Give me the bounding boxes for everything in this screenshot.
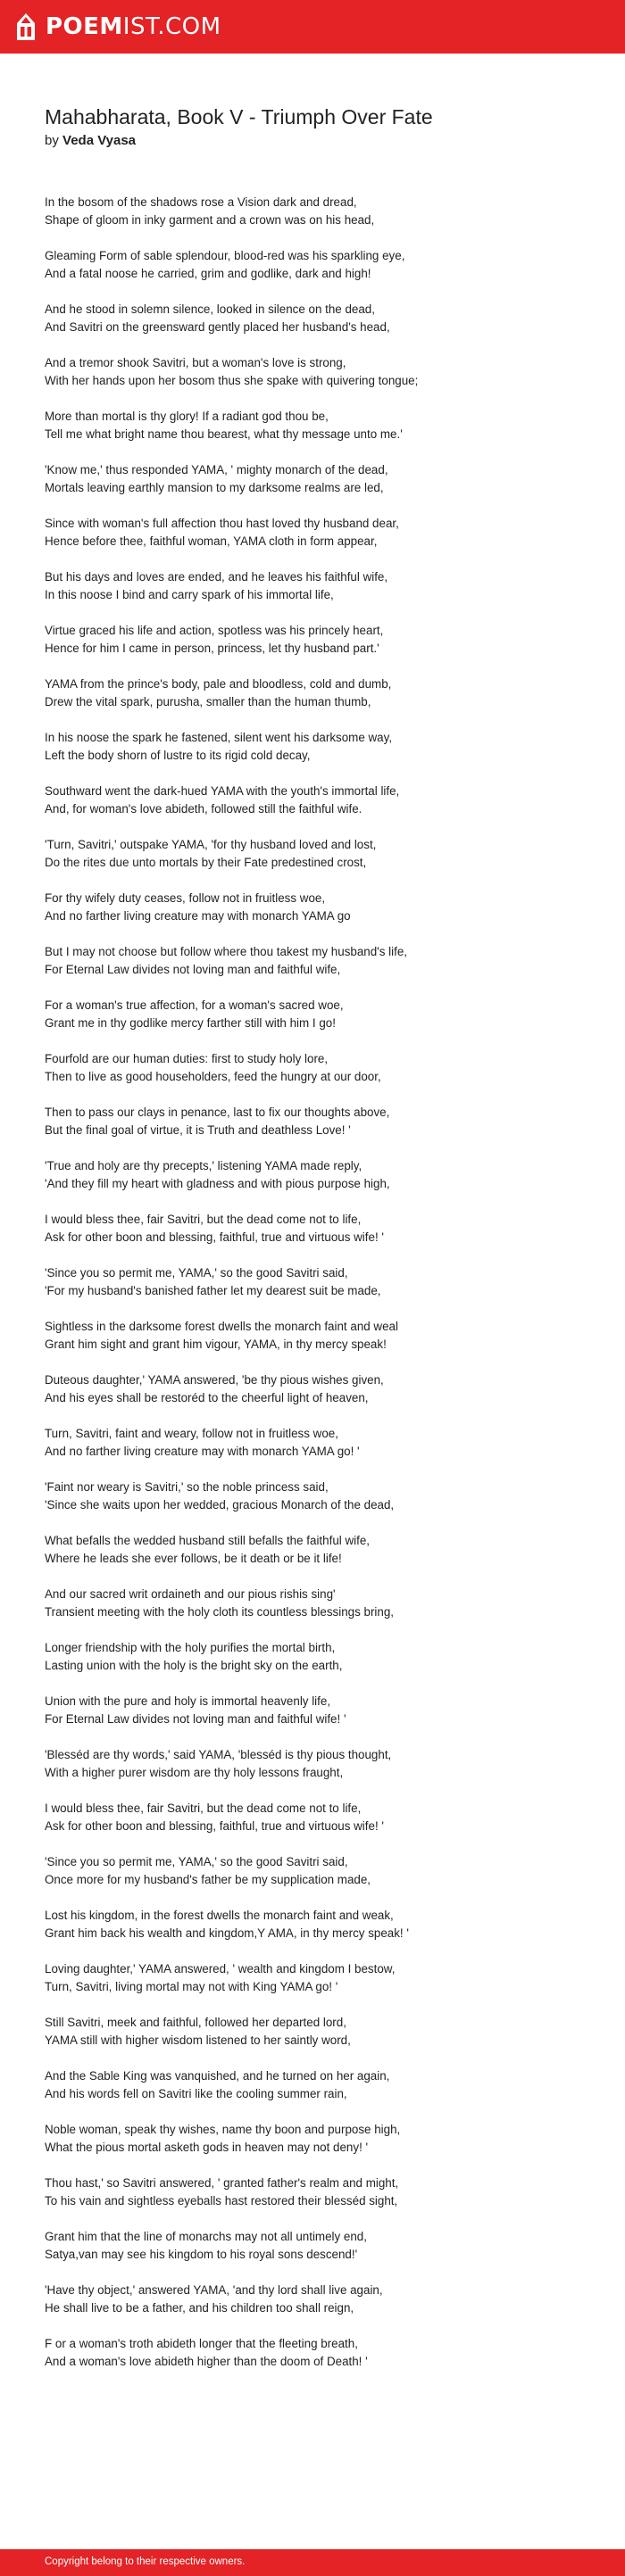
poem-line: And a woman's love abideth higher than the doom of Death! ' <box>45 2355 368 2368</box>
poem-line: Shape of gloom in inky garment and a crown was on his head, <box>45 213 375 227</box>
logo-text <box>46 13 221 40</box>
stanza <box>45 354 598 390</box>
poem-line: Loving daughter,' YAMA answered, ' wealth and kingdom I bestow, <box>45 1962 396 1975</box>
stanza <box>45 943 598 979</box>
poem-line: Sightless in the darksome forest dwells the monarch faint and weal <box>45 1320 398 1333</box>
poem-title: Mahabharata, Book V - Triumph Over Fate <box>45 105 433 128</box>
poem-line: Grant him sight and grant him vigour, YAMA, in thy mercy speak! <box>45 1338 387 1351</box>
poem-line: Transient meeting with the holy cloth its countless blessings bring, <box>45 1605 395 1619</box>
poem-line: 'Since you so permit me, YAMA,' so the good Savitri said, <box>45 1855 348 1868</box>
stanza <box>45 675 598 711</box>
poem-line: And his eyes shall be restoréd to the cheerful light of heaven, <box>45 1391 369 1404</box>
stanza <box>45 1586 598 1621</box>
stanza <box>45 997 598 1032</box>
stanza <box>45 1693 598 1728</box>
logo-text-light: IST.COM <box>122 13 221 40</box>
stanza <box>45 729 598 765</box>
poem-line: Fourfold are our human duties: first to study holy lore, <box>45 1052 329 1065</box>
poem-line: What befalls the wedded husband still befalls the faithful wife, <box>45 1534 370 1547</box>
poem-body <box>45 194 598 2389</box>
stanza <box>45 1532 598 1568</box>
site-header <box>0 0 625 54</box>
poem-line: Then to live as good householders, feed the hungry at our door, <box>45 1070 381 1083</box>
poem-line: YAMA still with higher wisdom listened to her saintly word, <box>45 2033 351 2047</box>
poem-line: 'Turn, Savitri,' outspake YAMA, 'for thy husband loved and lost, <box>45 838 377 851</box>
stanza <box>45 1746 598 1782</box>
poem-line: Thou hast,' so Savitri answered, ' granted father's realm and might, <box>45 2176 399 2190</box>
poem-line: Hence before thee, faithful woman, YAMA cloth in form appear, <box>45 534 378 548</box>
poem-line: Gleaming Form of sable splendour, blood-red was his sparkling eye, <box>45 249 405 262</box>
logo-text-bold: POEM <box>46 13 123 40</box>
poem-line: For thy wifely duty ceases, follow not in fruitless woe, <box>45 891 326 905</box>
poem-line: Noble woman, speak thy wishes, name thy boon and purpose high, <box>45 2123 401 2136</box>
poem-line: And our sacred writ ordaineth and our pious rishis sing' <box>45 1587 336 1601</box>
poem-line: 'Since you so permit me, YAMA,' so the good Savitri said, <box>45 1266 348 1280</box>
poem-line: Grant me in thy godlike mercy farther still with him I go! <box>45 1016 336 1030</box>
poem-line: He shall live to be a father, and his children too shall reign, <box>45 2301 354 2315</box>
poem-line: Since with woman's full affection thou hast loved thy husband dear, <box>45 517 399 530</box>
stanza <box>45 2121 598 2157</box>
stanza <box>45 1211 598 1247</box>
poem-line: And he stood in solemn silence, looked in silence on the dead, <box>45 302 375 316</box>
poem-line: More than mortal is thy glory! If a radiant god thou be, <box>45 410 329 423</box>
stanza <box>45 2228 598 2264</box>
poem-line: But the final goal of virtue, it is Truth and deathless Love! ' <box>45 1123 351 1137</box>
stanza <box>45 2282 598 2317</box>
poem-line: Drew the vital spark, purusha, smaller than the human thumb, <box>45 695 371 708</box>
stanza <box>45 408 598 443</box>
poem-line: 'Since she waits upon her wedded, gracious Monarch of the dead, <box>45 1498 395 1512</box>
stanza <box>45 515 598 551</box>
poem-line: Turn, Savitri, faint and weary, follow not in fruitless woe, <box>45 1427 338 1440</box>
poem-line: Where he leads she ever follows, be it death or be it life! <box>45 1552 342 1565</box>
stanza <box>45 1639 598 1675</box>
poem-line: And Savitri on the greensward gently placed her husband's head, <box>45 320 390 334</box>
poem-line: Turn, Savitri, living mortal may not with King YAMA go! ' <box>45 1980 338 1993</box>
poem-line: In his noose the spark he fastened, silent went his darksome way, <box>45 731 393 744</box>
stanza <box>45 1050 598 1086</box>
stanza <box>45 1264 598 1300</box>
poem-line: In the bosom of the shadows rose a Vision dark and dread, <box>45 195 357 209</box>
stanza <box>45 1425 598 1461</box>
poem-line: Do the rites due unto mortals by their Fate predestined crost, <box>45 856 367 869</box>
by-label: by <box>45 133 59 148</box>
poem-line: Virtue graced his life and action, spotless was his princely heart, <box>45 624 384 637</box>
poem-line: For a woman's true affection, for a woman's sacred woe, <box>45 998 344 1012</box>
poem-line: And the Sable King was vanquished, and he turned on her again, <box>45 2069 390 2083</box>
poem-line: Left the body shorn of lustre to its rigid cold decay, <box>45 749 311 762</box>
stanza <box>45 1800 598 1835</box>
poem-line: Lasting union with the holy is the bright sky on the earth, <box>45 1659 343 1672</box>
site-logo[interactable] <box>14 11 221 43</box>
poem-line: I would bless thee, fair Savitri, but the dead come not to life, <box>45 1213 362 1226</box>
copyright-notice: Copyright belong to their respective owners. <box>45 2556 246 2567</box>
poem-line: Still Savitri, meek and faithful, followed her departed lord, <box>45 2016 346 2029</box>
stanza <box>45 890 598 925</box>
poem-line: Longer friendship with the holy purifies the mortal birth, <box>45 1641 336 1654</box>
poem-line: And a tremor shook Savitri, but a woman's love is strong, <box>45 356 346 369</box>
byline <box>45 133 136 148</box>
poem-line: Ask for other boon and blessing, faithful, true and virtuous wife! ' <box>45 1230 384 1244</box>
poem-line: And no farther living creature may with monarch YAMA go! ' <box>45 1445 360 1458</box>
stanza <box>45 1318 598 1354</box>
site-footer <box>0 2549 625 2576</box>
poem-line: Mortals leaving earthly mansion to my darksome realms are led, <box>45 481 384 494</box>
stanza <box>45 2067 598 2103</box>
stanza <box>45 1157 598 1193</box>
poem-line: What the pious mortal asketh gods in heaven may not deny! ' <box>45 2141 369 2154</box>
poem-line: And a fatal noose he carried, grim and godlike, dark and high! <box>45 267 371 280</box>
poem-line: 'Have thy object,' answered YAMA, 'and thy lord shall live again, <box>45 2283 383 2297</box>
stanza <box>45 2335 598 2371</box>
poem-line: Then to pass our clays in penance, last to fix our thoughts above, <box>45 1106 390 1119</box>
poem-line: Lost his kingdom, in the forest dwells the monarch faint and weak, <box>45 1909 394 1922</box>
poem-line: Duteous daughter,' YAMA answered, 'be thy pious wishes given, <box>45 1373 384 1387</box>
poem-line: For Eternal Law divides not loving man and faithful wife! ' <box>45 1712 346 1726</box>
author-name[interactable]: Veda Vyasa <box>62 133 137 148</box>
poem-line: To his vain and sightless eyeballs hast restored their blesséd sight, <box>45 2194 398 2207</box>
poem-line: With a higher purer wisdom are thy holy lessons fraught, <box>45 1766 344 1779</box>
poem-line: 'Blesséd are thy words,' said YAMA, 'blesséd is thy pious thought, <box>45 1748 392 1761</box>
poem-line: I would bless thee, fair Savitri, but the dead come not to life, <box>45 1802 362 1815</box>
poem-line: And, for woman's love abideth, followed still the faithful wife. <box>45 802 362 816</box>
poem-line: But his days and loves are ended, and he leaves his faithful wife, <box>45 570 388 584</box>
stanza <box>45 194 598 229</box>
stanza <box>45 1479 598 1514</box>
poem-line: 'And they fill my heart with gladness and with pious purpose high, <box>45 1177 390 1190</box>
poem-line: In this noose I bind and carry spark of his immortal life, <box>45 588 334 601</box>
stanza <box>45 836 598 872</box>
poem-line: Union with the pure and holy is immortal heavenly life, <box>45 1694 331 1708</box>
poem-line: 'True and holy are thy precepts,' listening YAMA made reply, <box>45 1159 362 1172</box>
poem-line: Satya,van may see his kingdom to his royal sons descend!' <box>45 2248 358 2261</box>
poem-line: With her hands upon her bosom thus she spake with quivering tongue; <box>45 374 419 387</box>
stanza <box>45 2174 598 2210</box>
stanza <box>45 301 598 336</box>
poem-line: F or a woman's troth abideth longer that the fleeting breath, <box>45 2337 358 2350</box>
stanza <box>45 1960 598 1996</box>
poem-line: Grant him back his wealth and kingdom,Y AMA, in thy mercy speak! ' <box>45 1926 409 1940</box>
stanza <box>45 1371 598 1407</box>
poem-line: And no farther living creature may with monarch YAMA go <box>45 909 351 923</box>
poem-line: For Eternal Law divides not loving man and faithful wife, <box>45 963 341 976</box>
poem-line: 'For my husband's banished father let my dearest suit be made, <box>45 1284 381 1297</box>
poem-line: YAMA from the prince's body, pale and bloodless, cold and dumb, <box>45 677 392 691</box>
poem-line: But I may not choose but follow where thou takest my husband's life, <box>45 945 407 958</box>
stanza <box>45 2014 598 2050</box>
stanza <box>45 461 598 497</box>
stanza <box>45 247 598 283</box>
pencil-icon <box>14 12 38 41</box>
poem-line: Southward went the dark-hued YAMA with the youth's immortal life, <box>45 784 400 798</box>
poem-line: Hence for him I came in person, princess, let thy husband part.' <box>45 642 379 655</box>
stanza <box>45 1853 598 1889</box>
poem-line: And his words fell on Savitri like the cooling summer rain, <box>45 2087 347 2100</box>
poem-line: Once more for my husband's father be my supplication made, <box>45 1873 371 1886</box>
stanza <box>45 1104 598 1139</box>
poem-line: Grant him that the line of monarchs may not all untimely end, <box>45 2230 367 2243</box>
stanza <box>45 783 598 818</box>
poem-line: 'Know me,' thus responded YAMA, ' mighty monarch of the dead, <box>45 463 388 476</box>
stanza <box>45 622 598 658</box>
poem-line: Ask for other boon and blessing, faithful, true and virtuous wife! ' <box>45 1819 384 1833</box>
poem-line: Tell me what bright name thou bearest, what thy message unto me.' <box>45 427 403 441</box>
poem-line: 'Faint nor weary is Savitri,' so the noble princess said, <box>45 1480 329 1494</box>
stanza <box>45 568 598 604</box>
stanza <box>45 1907 598 1942</box>
